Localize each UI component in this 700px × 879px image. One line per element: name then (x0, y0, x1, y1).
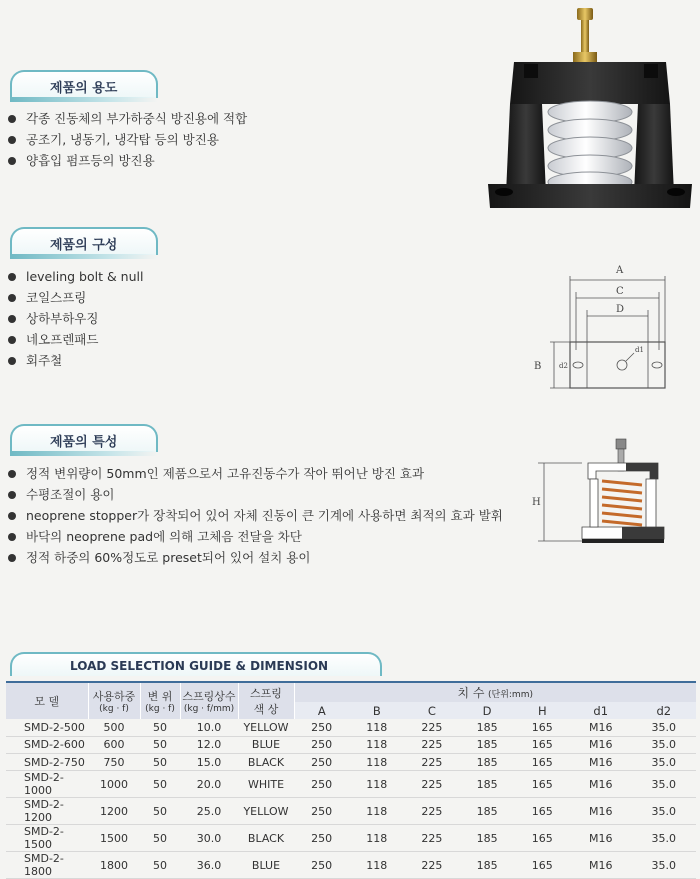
dim-label-d: D (616, 304, 625, 315)
table-cell: 35.0 (651, 777, 677, 791)
dim-label-h: H (532, 497, 541, 508)
bullet-icon (8, 115, 16, 123)
load-selection-table (6, 681, 696, 879)
table-row (6, 825, 696, 852)
table-cell: 185 (476, 720, 498, 734)
list-item: 정적 변위량이 50mm인 제품으로서 고유진동수가 작아 뛰어난 방진 효과 (8, 463, 503, 484)
table-cell: M16 (588, 738, 613, 752)
composition-list (8, 266, 143, 371)
table-cell: 225 (421, 804, 443, 818)
table-cell: 750 (103, 755, 125, 769)
section-tab-usage: 제품의 용도 (10, 70, 158, 98)
table-cell: 118 (366, 831, 388, 845)
table-cell: 165 (531, 738, 553, 752)
table-cell: M16 (588, 755, 613, 769)
bullet-icon (8, 357, 16, 365)
list-item: 정적 하중의 60%정도로 preset되어 있어 설치 용이 (8, 547, 503, 568)
bullet-icon (8, 533, 16, 541)
header-dimensions: 치 수 (단위:mm) (294, 682, 696, 702)
bullet-icon (8, 294, 16, 302)
table-cell: 250 (311, 831, 333, 845)
table-cell: 1500 (100, 831, 128, 845)
table-cell: BLUE (251, 858, 281, 872)
table-body (6, 719, 696, 879)
table-cell: 250 (311, 804, 333, 818)
dim-label-d1: d1 (635, 346, 644, 354)
table-cell: 30.0 (196, 831, 222, 845)
list-item: neoprene stopper가 장착되어 있어 자체 진동이 큰 기계에 사용하면 최적의 효과 발휘 (8, 505, 503, 526)
list-item: 코일스프링 (8, 287, 143, 308)
table-cell: M16 (588, 804, 613, 818)
table-row (6, 852, 696, 879)
table-row (6, 736, 696, 753)
table-cell: 185 (476, 777, 498, 791)
table-row (6, 754, 696, 771)
bullet-icon (8, 470, 16, 478)
table-cell: 50 (153, 858, 167, 872)
header-spring-constant: 스프링상수 (kg · f/mm) (180, 682, 238, 719)
bullet-icon (8, 315, 16, 323)
table-cell: BLACK (247, 755, 285, 769)
table-cell: M16 (588, 858, 613, 872)
list-item: 상하부하우징 (8, 308, 143, 329)
table-cell: 250 (311, 720, 333, 734)
table-cell: 35.0 (651, 738, 677, 752)
table-cell: BLACK (247, 831, 285, 845)
table-cell: 50 (153, 831, 167, 845)
table-cell: 118 (366, 738, 388, 752)
table-cell: 185 (476, 738, 498, 752)
header-dim-d2: d2 (632, 702, 696, 719)
table-cell: 118 (366, 777, 388, 791)
list-item: 양흡입 펌프등의 방진용 (8, 150, 247, 171)
header-dim-d: D (460, 702, 515, 719)
table-cell: 50 (153, 777, 167, 791)
table-cell: WHITE (247, 777, 285, 791)
table-cell: 225 (421, 720, 443, 734)
table-cell: SMD-2-1200 (24, 798, 64, 825)
table-cell: 250 (311, 777, 333, 791)
table-cell: SMD-2-500 (24, 720, 85, 734)
table-cell: 50 (153, 738, 167, 752)
table-cell: 12.0 (196, 738, 222, 752)
bullet-icon (8, 512, 16, 520)
table-cell: 1800 (100, 858, 128, 872)
header-dim-c: C (404, 702, 459, 719)
header-model: 모 델 (6, 682, 88, 719)
table-row (6, 771, 696, 798)
header-dim-b: B (349, 702, 404, 719)
table-cell: 185 (476, 755, 498, 769)
table-cell: 20.0 (196, 777, 222, 791)
table-cell: 250 (311, 755, 333, 769)
table-cell: 118 (366, 858, 388, 872)
table-cell: SMD-2-750 (24, 755, 85, 769)
table-row (6, 719, 696, 736)
table-cell: M16 (588, 831, 613, 845)
table-cell: 1000 (100, 777, 128, 791)
header-load: 사용하중 (kg · f) (88, 682, 140, 719)
bullet-icon (8, 491, 16, 499)
header-dim-a: A (294, 702, 349, 719)
usage-list (8, 108, 247, 171)
table-cell: 185 (476, 858, 498, 872)
table-title: LOAD SELECTION GUIDE & DIMENSION (10, 652, 382, 676)
table-cell: 25.0 (196, 804, 222, 818)
table-cell: 165 (531, 777, 553, 791)
table-cell: 165 (531, 831, 553, 845)
table-cell: SMD-2-1500 (24, 825, 64, 852)
header-dim-h: H (515, 702, 570, 719)
table-cell: 35.0 (651, 831, 677, 845)
table-cell: 35.0 (651, 755, 677, 769)
section-tab-features: 제품의 특성 (10, 424, 158, 452)
table-cell: 225 (421, 738, 443, 752)
table-row (6, 798, 696, 825)
dim-label-a: A (616, 265, 624, 276)
section-tab-composition: 제품의 구성 (10, 227, 158, 255)
table-cell: 165 (531, 755, 553, 769)
table-cell: 15.0 (196, 755, 222, 769)
dim-label-b: B (534, 361, 542, 372)
bullet-icon (8, 136, 16, 144)
header-spring-color: 스프링 색 상 (238, 682, 294, 719)
dim-label-d2: d2 (559, 362, 568, 370)
list-item: 바닥의 neoprene pad에 의해 고체음 전달을 차단 (8, 526, 503, 547)
table-cell: 50 (153, 804, 167, 818)
table-cell: 35.0 (651, 720, 677, 734)
table-cell: 250 (311, 858, 333, 872)
table-cell: M16 (588, 720, 613, 734)
table-cell: 165 (531, 720, 553, 734)
list-item: leveling bolt & null (8, 266, 143, 287)
table-cell: 185 (476, 831, 498, 845)
dim-label-c: C (616, 286, 624, 297)
table-cell: 185 (476, 804, 498, 818)
header-displacement: 변 위 (kg · f) (140, 682, 180, 719)
table-cell: 250 (311, 738, 333, 752)
table-cell: BLUE (251, 738, 281, 752)
top-view-diagram (530, 258, 700, 398)
table-cell: 165 (531, 804, 553, 818)
table-cell: 50 (153, 755, 167, 769)
bullet-icon (8, 336, 16, 344)
list-item: 수평조절이 용이 (8, 484, 503, 505)
side-view-diagram (530, 435, 700, 545)
table-cell: 50 (153, 720, 167, 734)
table-cell: 225 (421, 755, 443, 769)
table-cell: 1200 (100, 804, 128, 818)
table-cell: 225 (421, 831, 443, 845)
list-item: 각종 진동체의 부가하중식 방진용에 적합 (8, 108, 247, 129)
table-cell: 118 (366, 720, 388, 734)
header-dim-d1: d1 (570, 702, 632, 719)
list-item: 네오프렌패드 (8, 329, 143, 350)
table-cell: 165 (531, 858, 553, 872)
table-cell: 36.0 (196, 858, 222, 872)
table-cell: 225 (421, 777, 443, 791)
bullet-icon (8, 554, 16, 562)
list-item: 공조기, 냉동기, 냉각탑 등의 방진용 (8, 129, 247, 150)
table-cell: 600 (103, 738, 125, 752)
table-cell: 35.0 (651, 858, 677, 872)
table-cell: 500 (103, 720, 125, 734)
table-cell: 35.0 (651, 804, 677, 818)
features-list (8, 463, 503, 568)
table-cell: M16 (588, 777, 613, 791)
table-cell: 10.0 (196, 720, 222, 734)
table-cell: YELLOW (243, 720, 289, 734)
bullet-icon (8, 157, 16, 165)
bullet-icon (8, 273, 16, 281)
table-cell: 118 (366, 804, 388, 818)
table-cell: YELLOW (243, 804, 289, 818)
table-cell: SMD-2-600 (24, 738, 85, 752)
table-cell: 118 (366, 755, 388, 769)
table-cell: 225 (421, 858, 443, 872)
table-cell: SMD-2-1800 (24, 852, 64, 879)
table-cell: SMD-2-1000 (24, 771, 64, 798)
product-photo (484, 4, 696, 214)
list-item: 회주철 (8, 350, 143, 371)
